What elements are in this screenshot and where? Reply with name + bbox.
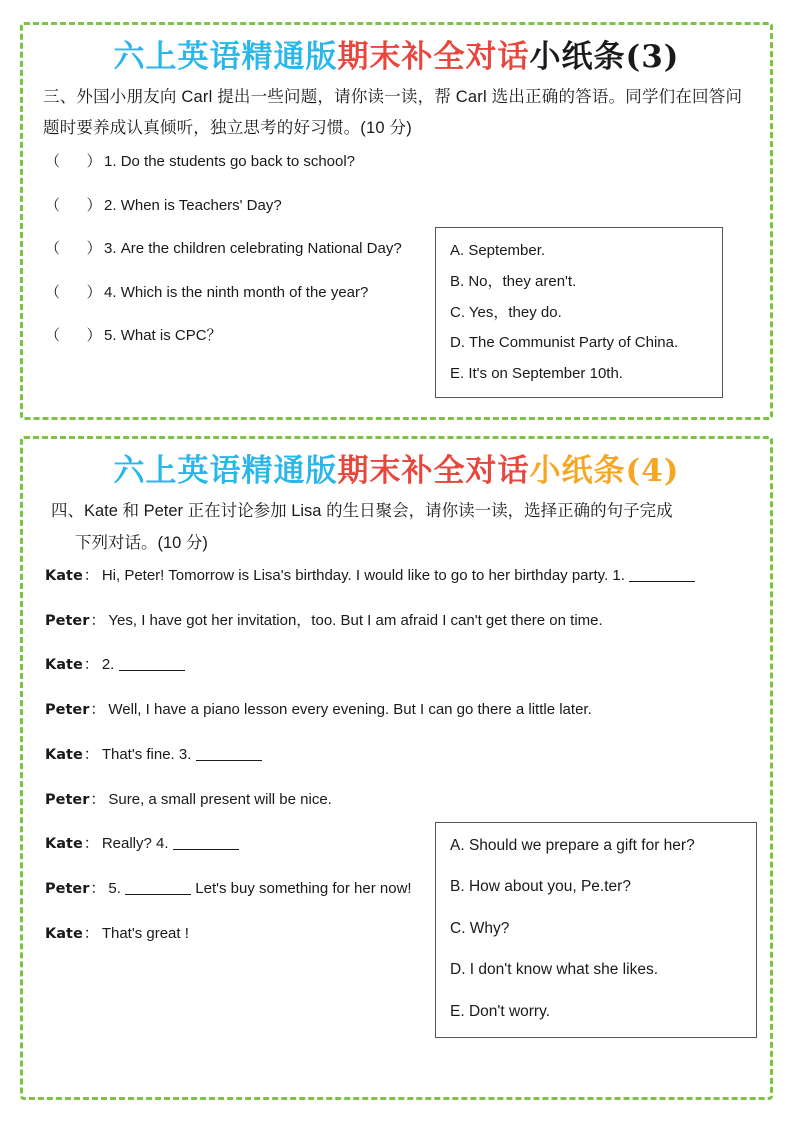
question-item [45,195,465,218]
card-3-title [41,39,752,76]
card-4-options-box [435,822,757,1038]
card-4-prompt-line-2: 下列对话。(10 分) [75,533,208,552]
answer-paren[interactable]: （ ） [45,153,103,171]
speaker-name: Kate [45,567,83,584]
card-4-title [41,453,752,490]
answer-paren[interactable]: （ ） [45,240,103,258]
speaker-name: Kate [45,657,83,674]
dialog-text: Well, I have a piano lesson every evening. But I can go there a little later. [108,701,592,719]
title-part-blue: 六上英语精通版 [113,39,338,75]
speaker-name: Kate [45,925,83,942]
dialog-text-after: Let's buy something for her now! [195,880,412,898]
answer-blank[interactable] [125,880,191,895]
speaker-name: Kate [45,836,83,853]
dialog-text: 2. [101,656,115,674]
dialog-text: That's fine. 3. [101,745,192,763]
option-item: B. How about you, Pe.ter? [450,878,631,896]
option-item: E. It's on September 10th. [450,365,623,382]
dialog-line: Peter： Yes, I have got her invitation，too. But I am afraid I can't get there on time. [45,611,603,629]
worksheet-card-4 [20,436,773,1100]
option-item: D. I don't know what she likes. [450,961,659,979]
dialog-line: Kate： 2. [45,654,752,677]
answer-paren[interactable]: （ ） [45,283,103,301]
question-text: 5. What is CPC？ [104,327,222,345]
title-part-orange: 小纸条(4) [529,453,680,489]
dialog-text: Sure, a small present will be nice. [108,790,332,808]
dialog-line: Kate： That's great ! [45,924,189,942]
title-part-blue: 六上英语精通版 [113,453,338,489]
answer-paren[interactable]: （ ） [45,327,103,345]
title-part-black: 小纸条(3) [529,39,680,75]
dialog-text: Hi, Peter! Tomorrow is Lisa's birthday. I would like to go to her birthday party. 1. [101,566,625,584]
option-item: A. September. [450,242,546,259]
dialog-text: Really? 4. [101,835,169,853]
dialog-line: Kate： Really? 4. [45,833,752,856]
dialog-line: Peter： Well, I have a piano lesson every evening. But I can go there a little later. [45,701,592,719]
card-4-prompt-line-1: 四、Kate 和 Peter 正在讨论参加 Lisa 的生日聚会，请你读一读，选择正确的句子完成 [51,502,673,521]
speaker-name: Kate [45,746,83,763]
question-text: 2. When is Teachers' Day? [104,196,282,214]
worksheet-card-3 [20,22,773,420]
title-part-red: 期末补全对话 [337,453,530,489]
speaker-name: Peter [45,612,90,629]
option-item: D. The Communist Party of China. [450,334,679,352]
option-item: B. No，they aren't. [450,272,577,290]
answer-blank[interactable] [196,746,262,761]
dialog-text: That's great ! [101,924,189,942]
dialog-text: 5. [108,880,121,898]
option-item: C. Why? [450,919,510,937]
speaker-name: Peter [45,881,90,898]
dialog-line: Peter： 5. Let's buy something for her now! [45,880,412,898]
card-3-options-box [435,227,723,398]
dialog-line: Kate： Hi, Peter! Tomorrow is Lisa's birthday. I would like to go to her birthday party. 1. [45,565,752,588]
answer-paren[interactable]: （ ） [45,196,103,214]
question-item [45,238,465,261]
answer-blank[interactable] [119,656,185,671]
question-text: 1. Do the students go back to school? [104,153,356,171]
question-item [45,151,465,174]
option-item: E. Don't worry. [450,1002,551,1020]
card-4-prompt [51,496,750,559]
dialog-line: Peter： Sure, a small present will be nice. [45,790,332,808]
answer-blank[interactable] [629,567,695,582]
dialog-line: Kate： That's fine. 3. [45,744,752,767]
card-3-question-list [45,151,465,348]
option-item: C. Yes，they do. [450,303,562,321]
question-item [45,282,465,305]
title-part-red: 期末补全对话 [337,39,530,75]
question-text: 3. Are the children celebrating National Day? [104,240,402,258]
answer-blank[interactable] [173,835,239,850]
card-3-prompt: 三、外国小朋友向 Carl 提出一些问题，请你读一读，帮 Carl 选出正确的答语。同学们在回答问题时要养成认真倾听，独立思考的好习惯。(10 分) [43,88,743,137]
question-item [45,325,465,348]
dialog-text: Yes, I have got her invitation，too. But I am afraid I can't get there on time. [108,611,603,629]
speaker-name: Peter [45,702,90,719]
speaker-name: Peter [45,791,90,808]
option-item: A. Should we prepare a gift for her? [450,837,695,854]
question-text: 4. Which is the ninth month of the year? [104,283,369,301]
